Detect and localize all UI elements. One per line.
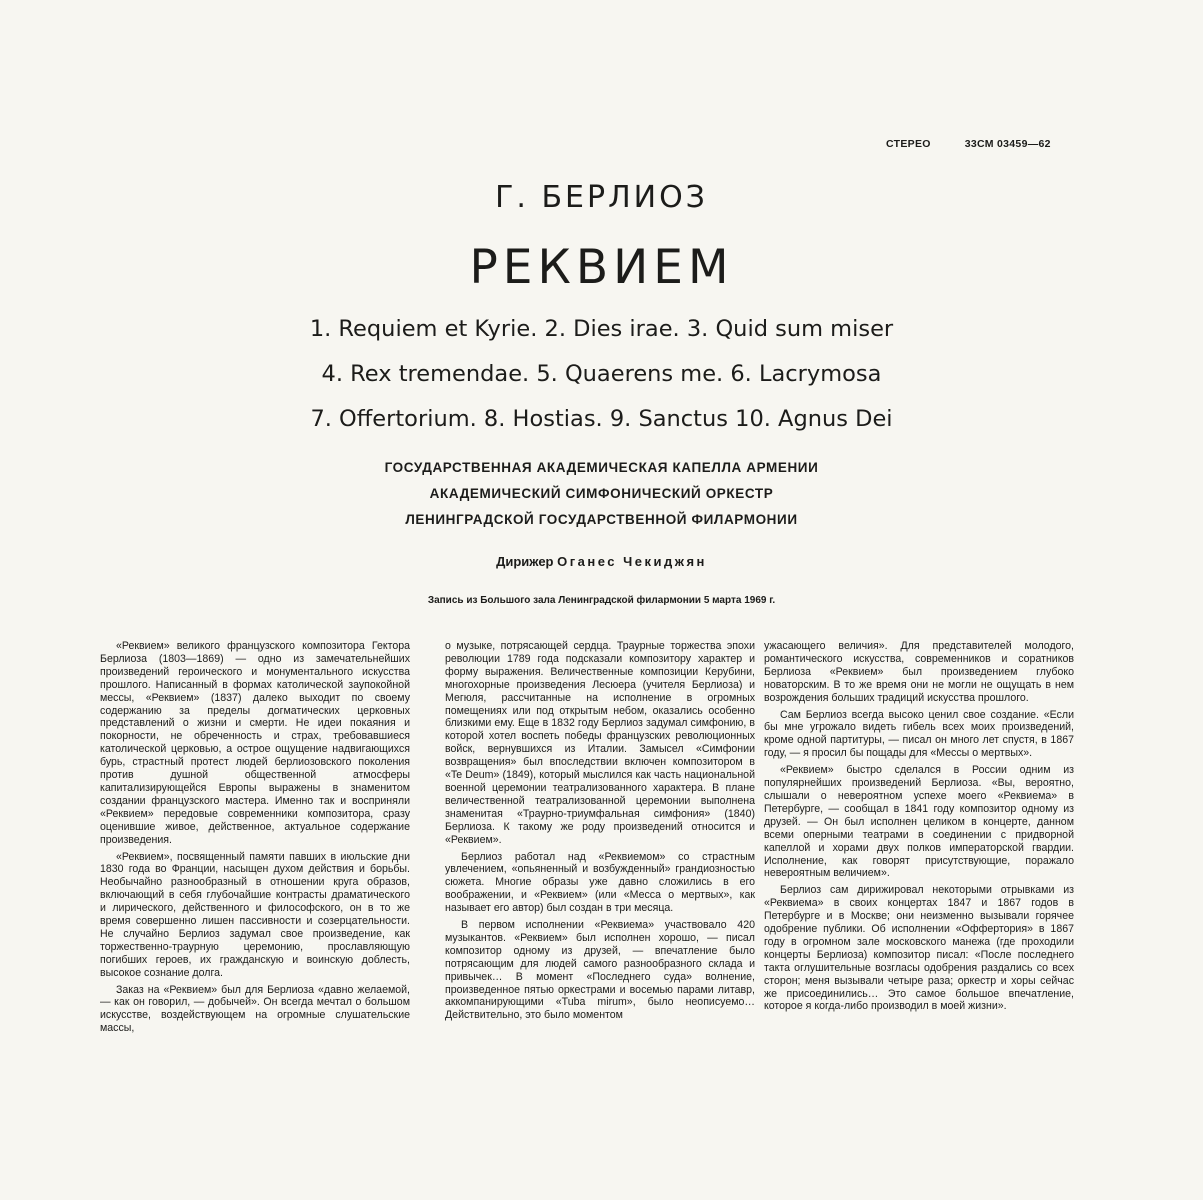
paragraph: «Реквием» великого французского композитора Гектора Берлиоза (1803—1869) — одно из замечательнейших произведений героического и монументального искусства прошлого. Написанный в формах католической заупокойной мессы, «Реквием» (1837) далеко выходит по своему содержанию за пределы догматических церковных представлений о жизни и смерти. Не идеи покаяния и покорности, не обреченность и страх, требовавшиеся католической церковью, а острое ощущение надвигающихся бурь, страстный протест людей берлиозовского поколения против душной общественной атмосферы капитализирующейся Европы выражены в знаменитом создании французского мастера. Именно так и восприняли «Реквием» передовые современники композитора, сразу оценившие живое, действенное, актуальное содержание произведения. xyxy=(100,640,410,846)
recording-note: Запись из Большого зала Ленинградской филармонии 5 марта 1969 г. xyxy=(427,595,776,606)
paragraph: о музыке, потрясающей сердца. Траурные торжества эпохи революции 1789 года подсказали композитору характер и форму выражения. Величественные композиции Керубини, многохорные произведения Лесюера (учителя Берлиоза) и Мегюля, рассчитанные на исполнение в огромных помещениях или под открытым небом, оказались особенно близкими ему. Еще в 1832 году Берлиоз задумал симфонию, в которой хотел воспеть победы французских революционных войск, вернувшихся из Италии. Замысел «Симфонии возвращения» был впоследствии включен композитором в «Te Deum» (1849), который мыслился как часть национальной военной церемонии театрализованного характера. В плане величественной театрализованной церемонии выполнена знаменитая «Траурно-триумфальная симфония» (1840) Берлиоза. К такому же роду произведений относится и «Реквием». xyxy=(445,640,755,846)
movement-line: 1. Requiem et Kyrie. 2. Dies irae. 3. Quid sum miser xyxy=(309,316,894,342)
movement-line: 4. Rex tremendae. 5. Quaerens me. 6. Lacrymosa xyxy=(321,361,882,387)
movement-line: 7. Offertorium. 8. Hostias. 9. Sanctus 10. Agnus Dei xyxy=(310,406,893,432)
paragraph: В первом исполнении «Реквиема» участвовало 420 музыкантов. «Реквием» был исполнен хорошо, — писал композитор одному из друзей, — впечатление было потрясающим для людей самого разнообразного склада и привычек… В момент «Последнего суда» волнение, произведенное пятью оркестрами и восемью парами литавр, аккомпанирующими «Tuba mirum», было неописуемо… Действительно, это было моментом xyxy=(445,919,755,1022)
composer-name: Г. БЕРЛИОЗ xyxy=(495,180,708,215)
catalog-number: 33СМ 03459—62 xyxy=(964,138,1051,150)
paragraph: Заказ на «Реквием» был для Берлиоза «давно желаемой, — как он говорил, — добычей». Он всегда мечтал о большом искусстве, воздействующем на огромные слушательские массы, xyxy=(100,983,410,1035)
conductor-label: Дирижер xyxy=(496,554,554,569)
conductor-credit xyxy=(0,554,1203,569)
performer-line: ЛЕНИНГРАДСКОЙ ГОСУДАРСТВЕННОЙ ФИЛАРМОНИИ xyxy=(405,512,798,527)
text-column-2 xyxy=(445,640,755,1026)
stereo-label: СТЕРЕО xyxy=(886,138,931,150)
paragraph: Берлиоз работал над «Реквиемом» со страстным увлечением, «опьяненный и возбужденный» грандиозностью сюжета. Многие образы уже давно сложились в его воображении, и «Реквием» (или «Месса о мертвых», как называет его автор) был создан в три месяца. xyxy=(445,850,755,915)
performer-line: АКАДЕМИЧЕСКИЙ СИМФОНИЧЕСКИЙ ОРКЕСТР xyxy=(429,486,774,501)
performer-line: ГОСУДАРСТВЕННАЯ АКАДЕМИЧЕСКАЯ КАПЕЛЛА АРМЕНИИ xyxy=(384,460,819,475)
paragraph: Сам Берлиоз всегда высоко ценил свое создание. «Если бы мне угрожало видеть гибель всех моих произведений, кроме одной партитуры, — писал он много лет спустя, в 1867 году, — я просил бы пощады для «Мессы о мертвых». xyxy=(764,708,1074,760)
catalog-info xyxy=(886,138,1051,150)
conductor-name: Оганес Чекиджян xyxy=(557,554,707,569)
paragraph: «Реквием» быстро сделался в России одним из популярнейших произведений Берлиоза. «Вы, вероятно, слышали о невероятном успехе моего «Реквиема» в Петербурге, — сообщал в 1841 году композитор одному из друзей. — Он был исполнен целиком в концерте, данном всеми оперными театрами в соединении с придворной капеллой и хорами двух полков императорской гвардии. Исполнение, как говорят присутствующие, поражало невероятным величием». xyxy=(764,764,1074,880)
paragraph: Берлиоз сам дирижировал некоторыми отрывками из «Реквиема» в своих концертах 1847 и 1867 годов в Петербурге и в Москве; они неизменно вызывали горячее одобрение публики. Об исполнении «Оффертория» в 1867 году в огромном зале московского манежа (где проходили концерты Берлиоза) композитор писал: «После последнего такта оглушительные возгласы одобрения раздались со всех сторон; меня вызывали четыре раза; оркестр и хоры сейчас же присоединились… Это самое большое впечатление, которое я когда-либо производил в моей жизни». xyxy=(764,884,1074,1013)
text-column-3 xyxy=(764,640,1074,1017)
movement-list xyxy=(0,312,1203,447)
text-column-1 xyxy=(100,640,410,1039)
paragraph: «Реквием», посвященный памяти павших в июльские дни 1830 года во Франции, насыщен духом действия и борьбы. Необычайно разнообразный в отношении круга образов, включающий в себя глубочайшие контрасты драматического и лирического, действенного и философского, он в то же время совершенно лишен пассивности и созерцательности. Не случайно Берлиоз задумал свое произведение, как торжественно-траурную церемонию, прославляющую погибших героев, их гражданскую и воинскую доблесть, высокое сознание долга. xyxy=(100,850,410,979)
performers xyxy=(0,457,1203,535)
work-title: РЕКВИЕМ xyxy=(469,240,734,295)
paragraph: ужасающего величия». Для представителей молодого, романтического искусства, современников и соратников Берлиоза «Реквием» был произведением глубоко новаторским. В то же время они не могли не ощущать в нем возрождения больших традиций искусства прошлого. xyxy=(764,640,1074,704)
